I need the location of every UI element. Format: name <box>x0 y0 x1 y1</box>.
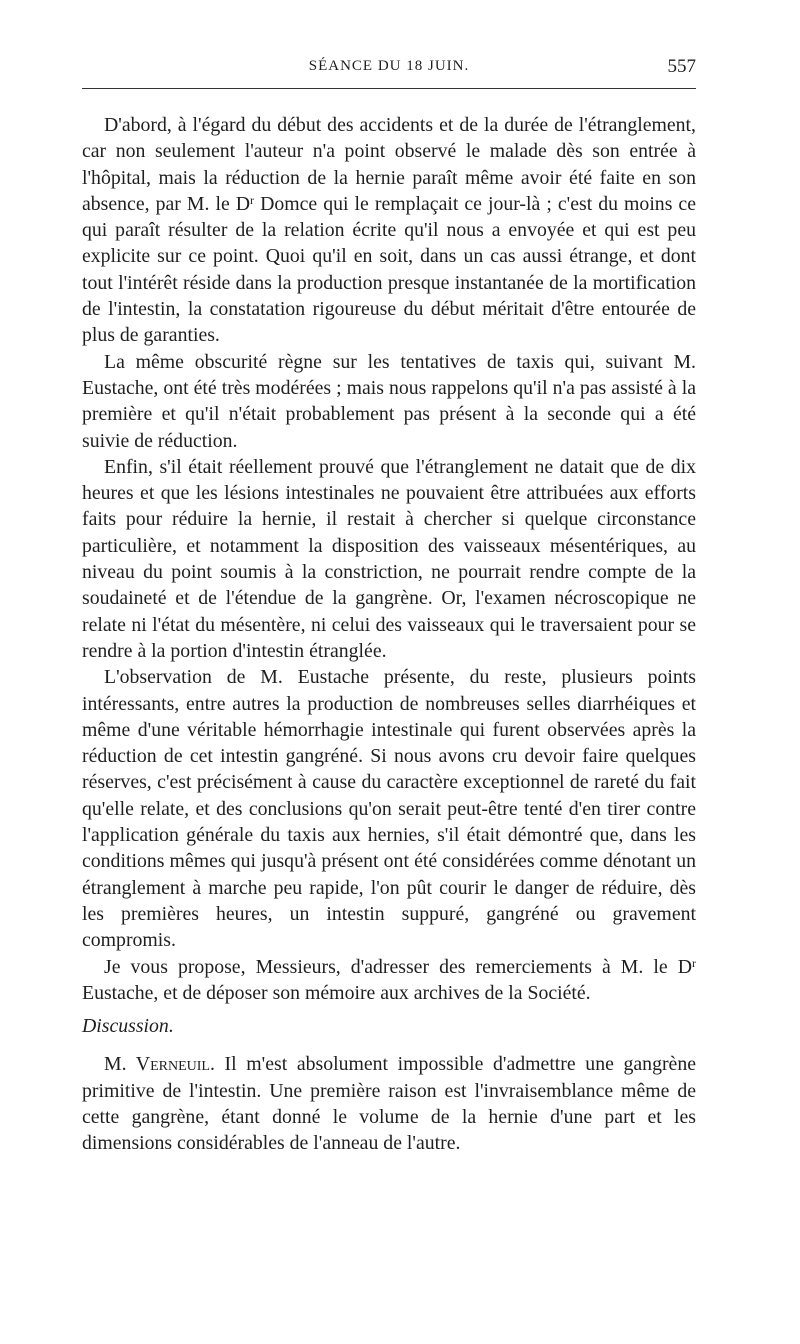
paragraph-5-part-a: Je vous propose, Messieurs, d'adresser des remerciements à M. le D <box>104 955 692 978</box>
speaker-name: M. Verneuil. <box>104 1053 215 1076</box>
paragraph-6 <box>82 1051 696 1156</box>
doctor-abbrev-sup: r <box>692 955 696 970</box>
running-title: SÉANCE DU 18 JUIN. <box>308 58 470 74</box>
page-number: 557 <box>667 56 696 77</box>
paragraph-1 <box>82 112 696 349</box>
paragraph-3: Enfin, s'il était réellement prouvé que l'étranglement ne datait que de dix heures et que les lésions intestinales ne pouvaient être attribuées aux efforts faits pour réduire la hernie, il restait à chercher si quelque circonstance particulière, et notamment la disposition des vaisseaux mésentériques, au niveau du point soumis à la constriction, ne pourrait rendre compte de la soudaineté et de l'étendue de la gangrène. Or, l'examen nécroscopique ne relate ni l'état du mésentère, ni celui des vaisseaux qui le traversaient pour se rendre à la portion d'intestin étranglée. <box>82 455 696 662</box>
paragraph-5 <box>82 954 696 1007</box>
paragraph-5-part-b: Eustache, et de déposer son mémoire aux archives de la Société. <box>82 981 591 1004</box>
paragraph-1-part-a: D'abord, à l'égard du début des accidents et de la durée de l'étranglement, car non seulement l'auteur n'a point observé le malade dès son entrée à l'hôpital, mais la réduction de la hernie paraît même avoir été faite en son absence, par M. le D <box>82 114 696 215</box>
section-heading: Discussion. <box>82 1015 174 1038</box>
paragraph-4: L'observation de M. Eustache présente, du reste, plusieurs points intéressants, entre autres la production de nombreuses selles diarrhéiques et même d'une véritable hémorrhagie intestinale qui furent observées après la réduction de cet intestin gangréné. Si nous avons cru devoir faire quelques réserves, c'est précisément à cause du caractère exceptionnel de rareté du fait qu'elle relate, et des conclusions qu'on serait peut-être tenté d'en tirer contre l'application générale du taxis aux hernies, s'il était démontré que, dans les conditions mêmes qui jusqu'à présent ont été considérées comme dénotant un étranglement à marche peu rapide, l'on pût courir le danger de réduire, dès les premières heures, un intestin suppuré, gangréné ou gravement compromis. <box>82 666 696 952</box>
paragraph-6-text: Il m'est absolument impossible d'admettre une gangrène primitive de l'intestin. Une première raison est l'invraisemblance même de cette gangrène, étant donné le volume de la hernie d'une part et les dimensions considérables de l'anneau de l'autre. <box>82 1053 696 1155</box>
doctor-abbrev-sup: r <box>250 192 255 207</box>
body-text <box>82 112 696 1157</box>
paragraph-1-part-b: Domce qui le remplaçait ce jour-là ; c'est du moins ce qui paraît résulter de la relation écrite qu'il nous a envoyée et qui est peu explicite sur ce point. Quoi qu'il en soit, dans un cas aussi étrange, et dont tout l'intérêt réside dans la production presque instantanée de la mortification de l'intestin, la constatation rigoureuse du début méritait d'être entourée de plus de garanties. <box>82 192 696 347</box>
page-header <box>82 58 696 90</box>
paragraph-2: La même obscurité règne sur les tentatives de taxis qui, suivant M. Eustache, ont été très modérées ; mais nous rappelons qu'il n'a pas assisté à la première et qu'il n'était probablement pas présent à la seconde qui a été suivie de réduction. <box>82 350 696 452</box>
header-rule <box>82 88 696 89</box>
